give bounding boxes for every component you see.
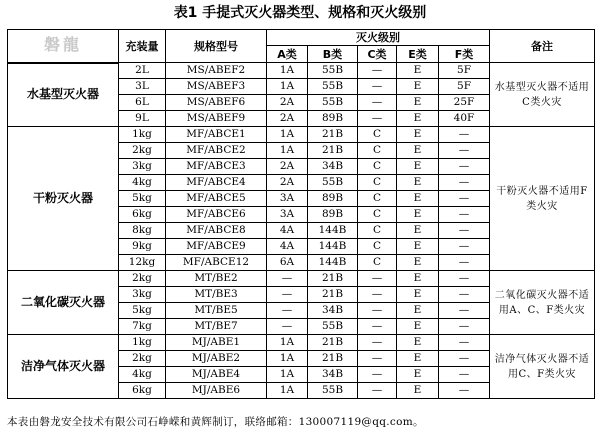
class-c-cell: —	[358, 335, 397, 351]
capacity-cell: 9kg	[119, 239, 166, 255]
class-a-cell: —	[267, 271, 308, 287]
class-b-cell: 55B	[308, 383, 358, 399]
class-c-cell: —	[358, 95, 397, 111]
class-e-cell: E	[397, 367, 439, 383]
class-b-cell: 55B	[308, 95, 358, 111]
header-capacity: 充装量	[119, 30, 166, 63]
class-b-cell: 89B	[308, 191, 358, 207]
capacity-cell: 2L	[119, 63, 166, 79]
capacity-cell: 1kg	[119, 127, 166, 143]
model-cell: MF/ABCE6	[166, 207, 267, 223]
class-b-cell: 21B	[308, 351, 358, 367]
capacity-cell: 6kg	[119, 207, 166, 223]
class-f-cell: —	[439, 303, 490, 319]
class-a-cell: 1A	[267, 79, 308, 95]
class-b-cell: 21B	[308, 287, 358, 303]
table-body	[8, 63, 595, 399]
table-row	[8, 271, 595, 287]
class-b-cell: 144B	[308, 255, 358, 271]
table-row	[8, 127, 595, 143]
capacity-cell: 3kg	[119, 159, 166, 175]
class-a-cell: 1A	[267, 367, 308, 383]
class-a-cell: 3A	[267, 207, 308, 223]
class-c-cell: C	[358, 175, 397, 191]
model-cell: MS/ABEF6	[166, 95, 267, 111]
class-c-cell: —	[358, 351, 397, 367]
extinguisher-type: 干粉灭火器	[8, 127, 119, 271]
class-a-cell: 3A	[267, 191, 308, 207]
header-rating-group: 灭火级别	[267, 30, 490, 46]
class-a-cell: —	[267, 303, 308, 319]
class-e-cell: E	[397, 223, 439, 239]
capacity-cell: 8kg	[119, 223, 166, 239]
class-c-cell: C	[358, 127, 397, 143]
class-f-cell: —	[439, 319, 490, 335]
class-f-cell: —	[439, 127, 490, 143]
extinguisher-type: 洁净气体灭火器	[8, 335, 119, 399]
class-f-cell: 40F	[439, 111, 490, 127]
class-f-cell: —	[439, 207, 490, 223]
class-a-cell: 4A	[267, 223, 308, 239]
class-c-cell: C	[358, 255, 397, 271]
class-b-cell: 21B	[308, 127, 358, 143]
class-c-cell: —	[358, 271, 397, 287]
class-a-cell: 1A	[267, 127, 308, 143]
class-a-cell: 1A	[267, 63, 308, 79]
class-a-cell: —	[267, 319, 308, 335]
capacity-cell: 12kg	[119, 255, 166, 271]
model-cell: MF/ABCE9	[166, 239, 267, 255]
capacity-cell: 9L	[119, 111, 166, 127]
class-f-cell: —	[439, 255, 490, 271]
remark-cell: 干粉灭火器不适用F类火灾	[490, 127, 595, 271]
class-b-cell: 21B	[308, 271, 358, 287]
class-a-cell: 1A	[267, 351, 308, 367]
model-cell: MF/ABCE8	[166, 223, 267, 239]
capacity-cell: 6kg	[119, 383, 166, 399]
class-c-cell: —	[358, 79, 397, 95]
capacity-cell: 4kg	[119, 367, 166, 383]
class-c-cell: C	[358, 159, 397, 175]
model-cell: MS/ABEF9	[166, 111, 267, 127]
class-b-cell: 89B	[308, 111, 358, 127]
class-e-cell: E	[397, 79, 439, 95]
capacity-cell: 2kg	[119, 271, 166, 287]
extinguisher-type: 二氧化碳灭火器	[8, 271, 119, 335]
class-e-cell: E	[397, 303, 439, 319]
class-e-cell: E	[397, 111, 439, 127]
class-e-cell: E	[397, 271, 439, 287]
class-a-cell: 2A	[267, 111, 308, 127]
class-a-cell: 2A	[267, 159, 308, 175]
class-c-cell: C	[358, 143, 397, 159]
class-c-cell: C	[358, 191, 397, 207]
class-f-cell: —	[439, 239, 490, 255]
class-f-cell: 25F	[439, 95, 490, 111]
model-cell: MT/BE3	[166, 287, 267, 303]
class-f-cell: —	[439, 367, 490, 383]
class-b-cell: 144B	[308, 239, 358, 255]
class-b-cell: 34B	[308, 303, 358, 319]
class-b-cell: 34B	[308, 159, 358, 175]
class-c-cell: —	[358, 303, 397, 319]
remark-cell: 洁净气体灭火器不适用C、F类火灾	[490, 335, 595, 399]
class-c-cell: —	[358, 367, 397, 383]
class-b-cell: 21B	[308, 335, 358, 351]
class-a-cell: 2A	[267, 95, 308, 111]
class-e-cell: E	[397, 255, 439, 271]
class-f-cell: —	[439, 223, 490, 239]
capacity-cell: 2kg	[119, 351, 166, 367]
model-cell: MF/ABCE3	[166, 159, 267, 175]
model-cell: MT/BE2	[166, 271, 267, 287]
model-cell: MT/BE5	[166, 303, 267, 319]
class-c-cell: C	[358, 239, 397, 255]
capacity-cell: 1kg	[119, 335, 166, 351]
class-e-cell: E	[397, 351, 439, 367]
class-e-cell: E	[397, 175, 439, 191]
class-e-cell: E	[397, 143, 439, 159]
capacity-cell: 2kg	[119, 143, 166, 159]
model-cell: MF/ABCE5	[166, 191, 267, 207]
class-b-cell: 55B	[308, 79, 358, 95]
header-class-a: A类	[267, 46, 308, 63]
class-c-cell: —	[358, 319, 397, 335]
model-cell: MS/ABEF2	[166, 63, 267, 79]
capacity-cell: 5kg	[119, 191, 166, 207]
capacity-cell: 3L	[119, 79, 166, 95]
class-f-cell: —	[439, 351, 490, 367]
class-e-cell: E	[397, 239, 439, 255]
class-c-cell: C	[358, 223, 397, 239]
model-cell: MJ/ABE4	[166, 367, 267, 383]
company-watermark: 磐龍	[43, 35, 82, 55]
capacity-cell: 3kg	[119, 287, 166, 303]
class-e-cell: E	[397, 63, 439, 79]
header-class-b: B类	[308, 46, 358, 63]
class-f-cell: —	[439, 191, 490, 207]
header-class-f: F类	[439, 46, 490, 63]
class-e-cell: E	[397, 159, 439, 175]
class-f-cell: —	[439, 383, 490, 399]
class-c-cell: —	[358, 111, 397, 127]
model-cell: MF/ABCE12	[166, 255, 267, 271]
model-cell: MS/ABEF3	[166, 79, 267, 95]
table-title: 表1 手提式灭火器类型、规格和灭火级别	[173, 5, 427, 21]
class-e-cell: E	[397, 319, 439, 335]
class-e-cell: E	[397, 95, 439, 111]
model-cell: MJ/ABE6	[166, 383, 267, 399]
header-model: 规格型号	[166, 30, 267, 63]
class-b-cell: 55B	[308, 319, 358, 335]
model-cell: MJ/ABE1	[166, 335, 267, 351]
class-b-cell: 89B	[308, 207, 358, 223]
class-a-cell: 1A	[267, 383, 308, 399]
logo-cell	[8, 30, 119, 63]
model-cell: MF/ABCE2	[166, 143, 267, 159]
class-e-cell: E	[397, 207, 439, 223]
model-cell: MF/ABCE4	[166, 175, 267, 191]
class-e-cell: E	[397, 335, 439, 351]
extinguisher-type: 水基型灭火器	[8, 63, 119, 127]
class-f-cell: —	[439, 335, 490, 351]
header-remark: 备注	[490, 30, 595, 63]
class-f-cell: —	[439, 159, 490, 175]
class-f-cell: —	[439, 175, 490, 191]
class-e-cell: E	[397, 383, 439, 399]
class-e-cell: E	[397, 127, 439, 143]
class-b-cell: 55B	[308, 63, 358, 79]
class-c-cell: —	[358, 63, 397, 79]
class-a-cell: —	[267, 287, 308, 303]
class-b-cell: 55B	[308, 175, 358, 191]
class-a-cell: 1A	[267, 143, 308, 159]
extinguisher-table	[7, 29, 595, 399]
capacity-cell: 4kg	[119, 175, 166, 191]
model-cell: MJ/ABE2	[166, 351, 267, 367]
table-row	[8, 335, 595, 351]
class-f-cell: —	[439, 271, 490, 287]
model-cell: MT/BE7	[166, 319, 267, 335]
class-c-cell: —	[358, 287, 397, 303]
remark-cell: 二氧化碳灭火器不适用A、C、F类火灾	[490, 271, 595, 335]
class-e-cell: E	[397, 191, 439, 207]
model-cell: MF/ABCE1	[166, 127, 267, 143]
class-c-cell: —	[358, 383, 397, 399]
class-a-cell: 2A	[267, 175, 308, 191]
header-class-c: C类	[358, 46, 397, 63]
class-f-cell: 5F	[439, 63, 490, 79]
table-row	[8, 63, 595, 79]
footer-note: 本表由磐龙安全技术有限公司石峥嵘和黄辉制订，联络邮箱：130007119@qq.com。	[7, 416, 424, 428]
class-f-cell: —	[439, 143, 490, 159]
capacity-cell: 6L	[119, 95, 166, 111]
class-a-cell: 1A	[267, 335, 308, 351]
class-b-cell: 34B	[308, 367, 358, 383]
class-f-cell: 5F	[439, 79, 490, 95]
class-b-cell: 144B	[308, 223, 358, 239]
class-b-cell: 21B	[308, 143, 358, 159]
class-e-cell: E	[397, 287, 439, 303]
class-f-cell: —	[439, 287, 490, 303]
class-a-cell: 4A	[267, 239, 308, 255]
capacity-cell: 7kg	[119, 319, 166, 335]
capacity-cell: 5kg	[119, 303, 166, 319]
class-c-cell: C	[358, 207, 397, 223]
class-a-cell: 6A	[267, 255, 308, 271]
remark-cell: 水基型灭火器不适用C类火灾	[490, 63, 595, 127]
header-class-e: E类	[397, 46, 439, 63]
